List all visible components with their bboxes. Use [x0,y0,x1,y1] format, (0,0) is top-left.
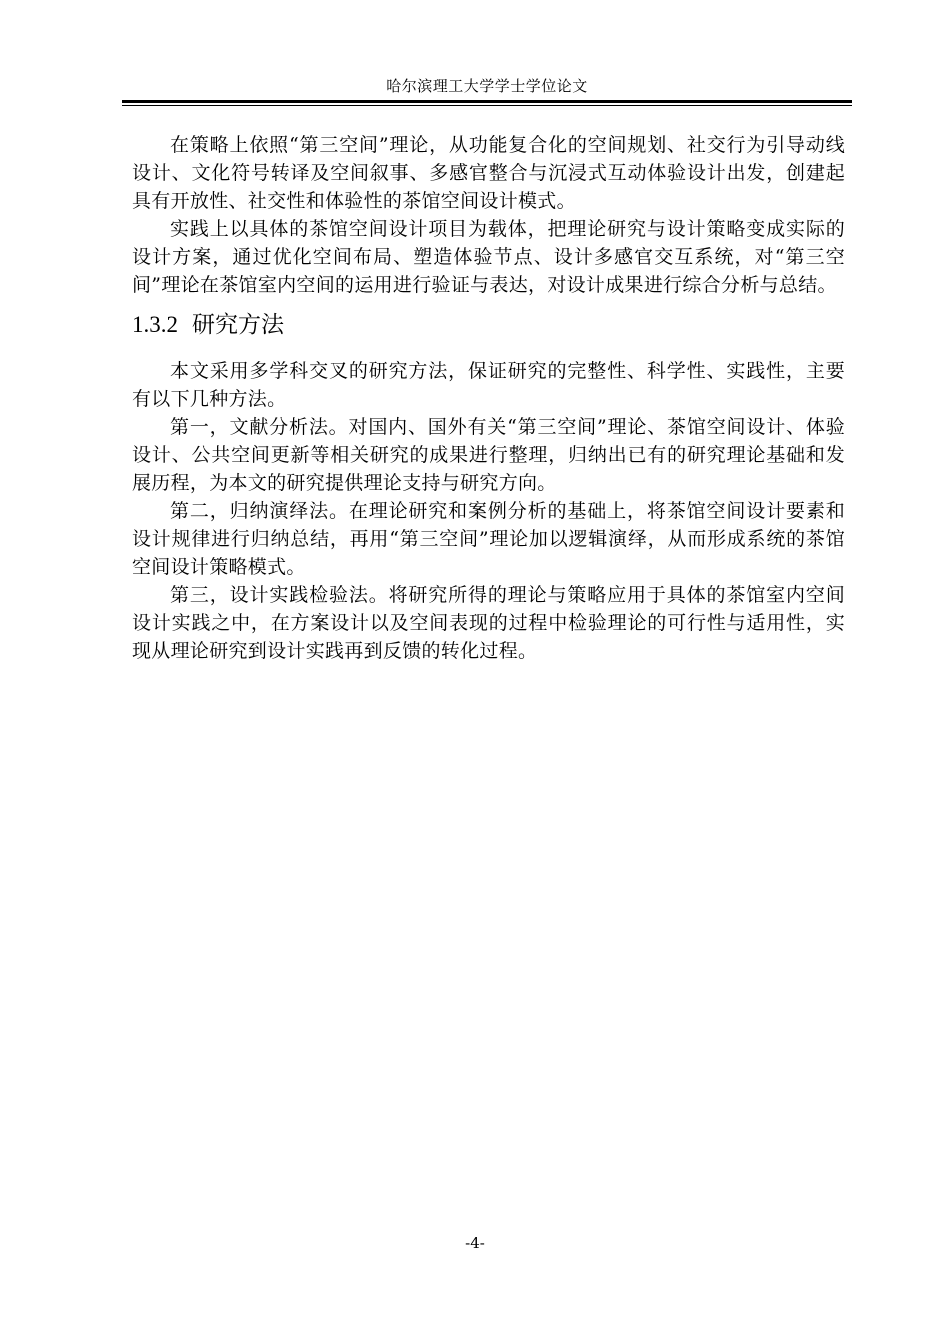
header-rule-thick [122,100,852,103]
body-paragraph: 本文采用多学科交叉的研究方法，保证研究的完整性、科学性、实践性，主要有以下几种方法。 [132,360,845,410]
page-number: -4- [465,1234,485,1252]
section-number: 1.3.2 [132,312,178,337]
section-title: 研究方法 [192,312,284,338]
body-paragraph: 在策略上依照“第三空间”理论，从功能复合化的空间规划、社交行为引导动线设计、文化符号转译及空间叙事、多感官整合与沉浸式互动体验设计出发，创建起具有开放性、社交性和体验性的茶馆空间设计模式。 [132,134,845,212]
body-paragraph: 第三，设计实践检验法。将研究所得的理论与策略应用于具体的茶馆室内空间设计实践之中，在方案设计以及空间表现的过程中检验理论的可行性与适用性，实现从理论研究到设计实践再到反馈的转化过程。 [132,584,845,662]
body-paragraph: 实践上以具体的茶馆空间设计项目为载体，把理论研究与设计策略变成实际的设计方案，通过优化空间布局、塑造体验节点、设计多感官交互系统，对“第三空间”理论在茶馆室内空间的运用进行验证与表达，对设计成果进行综合分析与总结。 [132,218,845,296]
body-paragraph: 第二，归纳演绎法。在理论研究和案例分析的基础上，将茶馆空间设计要素和设计规律进行归纳总结，再用“第三空间”理论加以逻辑演绎，从而形成系统的茶馆空间设计策略模式。 [132,500,845,578]
header-rule-thin [122,105,852,106]
section-heading [132,307,845,343]
running-header: 哈尔滨理工大学学士学位论文 [386,77,588,95]
page-body [132,131,845,665]
body-paragraph: 第一，文献分析法。对国内、国外有关“第三空间”理论、茶馆空间设计、体验设计、公共空间更新等相关研究的成果进行整理，归纳出已有的研究理论基础和发展历程，为本文的研究提供理论支持与研究方向。 [132,416,845,494]
